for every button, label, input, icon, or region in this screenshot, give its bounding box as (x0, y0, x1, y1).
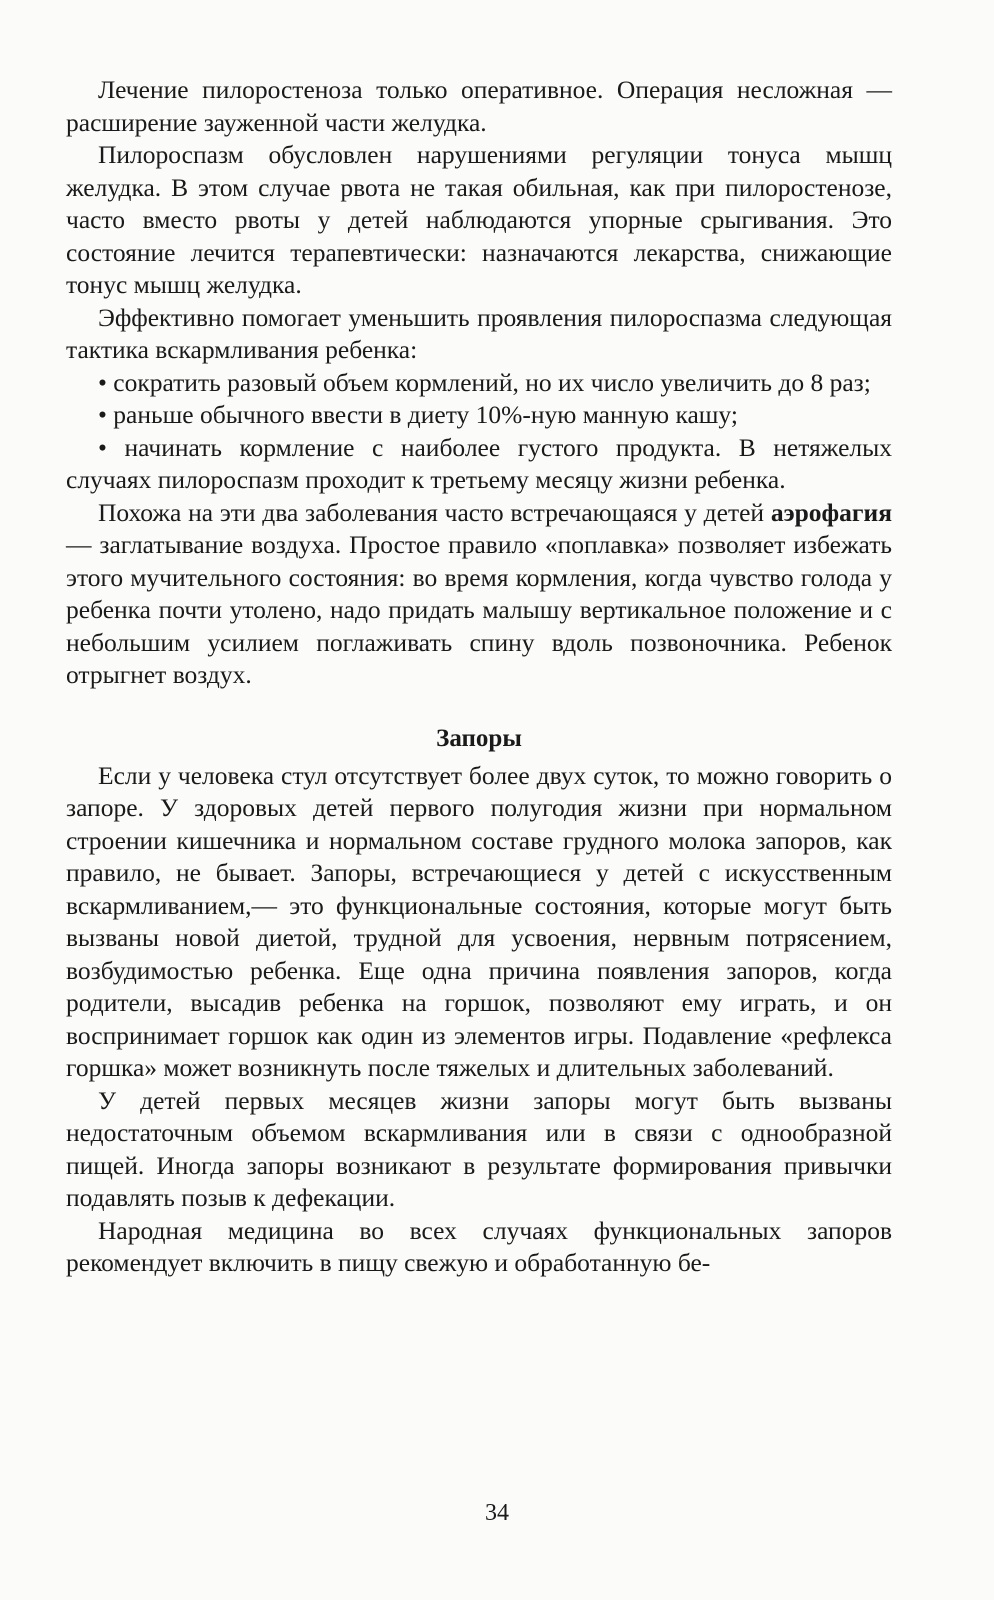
bullet-item-reduce-volume: • сократить разовый объем кормлений, но их число увеличить до 8 раз; (98, 367, 871, 397)
aerophagia-term: аэрофагия (770, 497, 892, 527)
page-body (66, 74, 892, 1280)
paragraph-constipation-definition: Если у человека стул отсутствует более двух суток, то можно говорить о запоре. У здоровых детей первого полугодия жизни при нормальном строении кишечника и нормальном составе грудного молока запоров, как правило, не бывает. Запоры, встречающиеся у детей с искусственным вскармливанием,— это функциональные состояния, которые могут быть вызваны новой диетой, трудной для усвоения, нервным потрясением, возбудимостью ребенка. Еще одна причина появления запоров, когда родители, высадив ребенка на горшок, позволяют ему играть, и он воспринимает горшок как один из элементов игры. Подавление «рефлекса горшка» может возникнуть после тяжелых и длительных заболеваний. (66, 760, 892, 1082)
paragraph-constipation-infants: У детей первых месяцев жизни запоры могут быть вызваны недостаточным объемом вскармливания или в связи с однообразной пищей. Иногда запоры возникают в результате формирования привычки подавлять позыв к дефекации. (66, 1085, 892, 1212)
paragraph-feeding-tactics: Эффективно помогает уменьшить проявления пилороспазма следующая тактика вскармливания ребенка: (66, 302, 892, 364)
bullet-item-thick-product: • начинать кормление с наиболее густого продукта. В нетяжелых случаях пилороспазм проходит к третьему месяцу жизни ребенка. (66, 432, 892, 494)
page-number: 34 (485, 1500, 509, 1526)
paragraph-folk-medicine: Народная медицина во всех случаях функциональных запоров рекомендует включить в пищу свежую и обработанную бе- (66, 1215, 892, 1277)
aerophagia-intro: Похожа на эти два заболевания часто встречающаяся у детей (98, 497, 771, 527)
paragraph-aerophagia (66, 497, 892, 692)
bullet-item-semolina: • раньше обычного ввести в диету 10%-ную манную кашу; (98, 400, 738, 429)
paragraph-pylorostenosis-treatment: Лечение пилоростеноза только оперативное. Операция несложная — расширение зауженной части желудка. (66, 75, 892, 137)
aerophagia-description: — заглатывание воздуха. Простое правило «поплавка» позволяет избежать этого мучительного состояния: во время кормления, когда чувство голода у ребенка почти утолено, надо придать малышу вертикальное положение и с небольшим усилием поглаживать спину вдоль позвоночника. Ребенок отрыгнет воздух. (66, 530, 892, 689)
section-heading-constipation: Запоры (436, 724, 522, 752)
paragraph-pylorospasm: Пилороспазм обусловлен нарушениями регуляции тонуса мышц желудка. В этом случае рвота не такая обильная, как при пилоростенозе, часто вместо рвоты у детей наблюдаются упорные срыгивания. Это состояние лечится терапевтически: назначаются лекарства, снижающие тонус мышц желудка. (66, 140, 892, 299)
